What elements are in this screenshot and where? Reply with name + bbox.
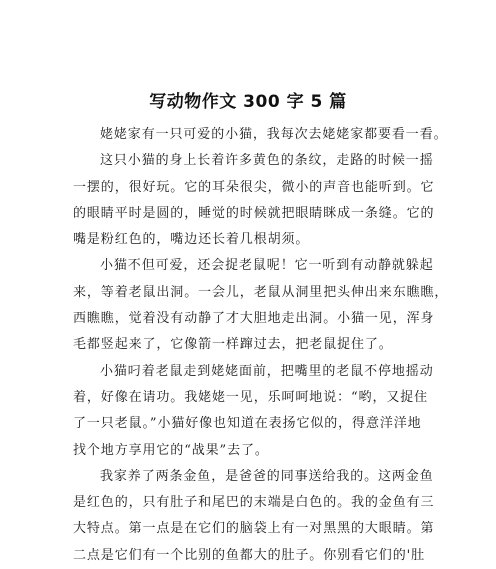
paragraph-line: 了一只老鼠。”小猫好像也知道在表扬它似的，得意洋洋地 <box>73 416 422 432</box>
paragraph-line: 二点是它们有一个比别的鱼都大的肚子。你别看它们的'肚 <box>73 547 425 563</box>
paragraph-first-line: 这只小猫的身上长着许多黄色的条纹，走路的时候一摇 <box>100 153 434 169</box>
paragraph-line: 大特点。第一点是在它们的脑袋上有一对黑黑的大眼睛。第 <box>73 521 435 537</box>
paragraph-first-line: 我家养了两条金鱼，是爸爸的同事送给我的。这两金鱼 <box>100 468 434 484</box>
paragraph-first-line: 姥姥家有一只可爱的小猫，我每次去姥姥家都要看一看。 <box>100 127 448 142</box>
paragraph-line: 是红色的，只有肚子和尾巴的末端是白色的。我的金鱼有三 <box>73 495 435 511</box>
paragraph-line: 找个地方享用它的“战果”去了。 <box>73 442 269 458</box>
document-title: 写动物作文 300 字 5 篇 <box>149 92 347 112</box>
paragraph-line: 毛都竖起来了，它像箭一样蹿过去，把老鼠捉住了。 <box>73 337 393 353</box>
paragraph-line: 着，好像在请功。我姥姥一见，乐呵呵地说：“哟，又捉住 <box>73 389 429 405</box>
paragraph-line: 的眼睛平时是圆的，睡觉的时候就把眼睛眯成一条缝。它的 <box>73 205 435 221</box>
paragraph-line: 一摆的，很好玩。它的耳朵很尖，微小的声音也能听到。它 <box>73 179 435 195</box>
document-body <box>73 122 449 569</box>
paragraph-first-line: 小猫叼着老鼠走到姥姥面前，把嘴里的老鼠不停地摇动 <box>100 363 434 379</box>
paragraph-line: 嘴是粉红色的，嘴边还长着几根胡须。 <box>73 232 310 248</box>
paragraph-line: 西瞧瞧，觉着没有动静了才大胆地走出洞。小猫一见，浑身 <box>73 311 435 327</box>
paragraph-line: 来，等着老鼠出洞。一会儿，老鼠从洞里把头伸出来东瞧瞧， <box>73 284 449 300</box>
paragraph-first-line: 小猫不但可爱，还会捉老鼠呢！它一听到有动静就躲起 <box>100 258 434 274</box>
